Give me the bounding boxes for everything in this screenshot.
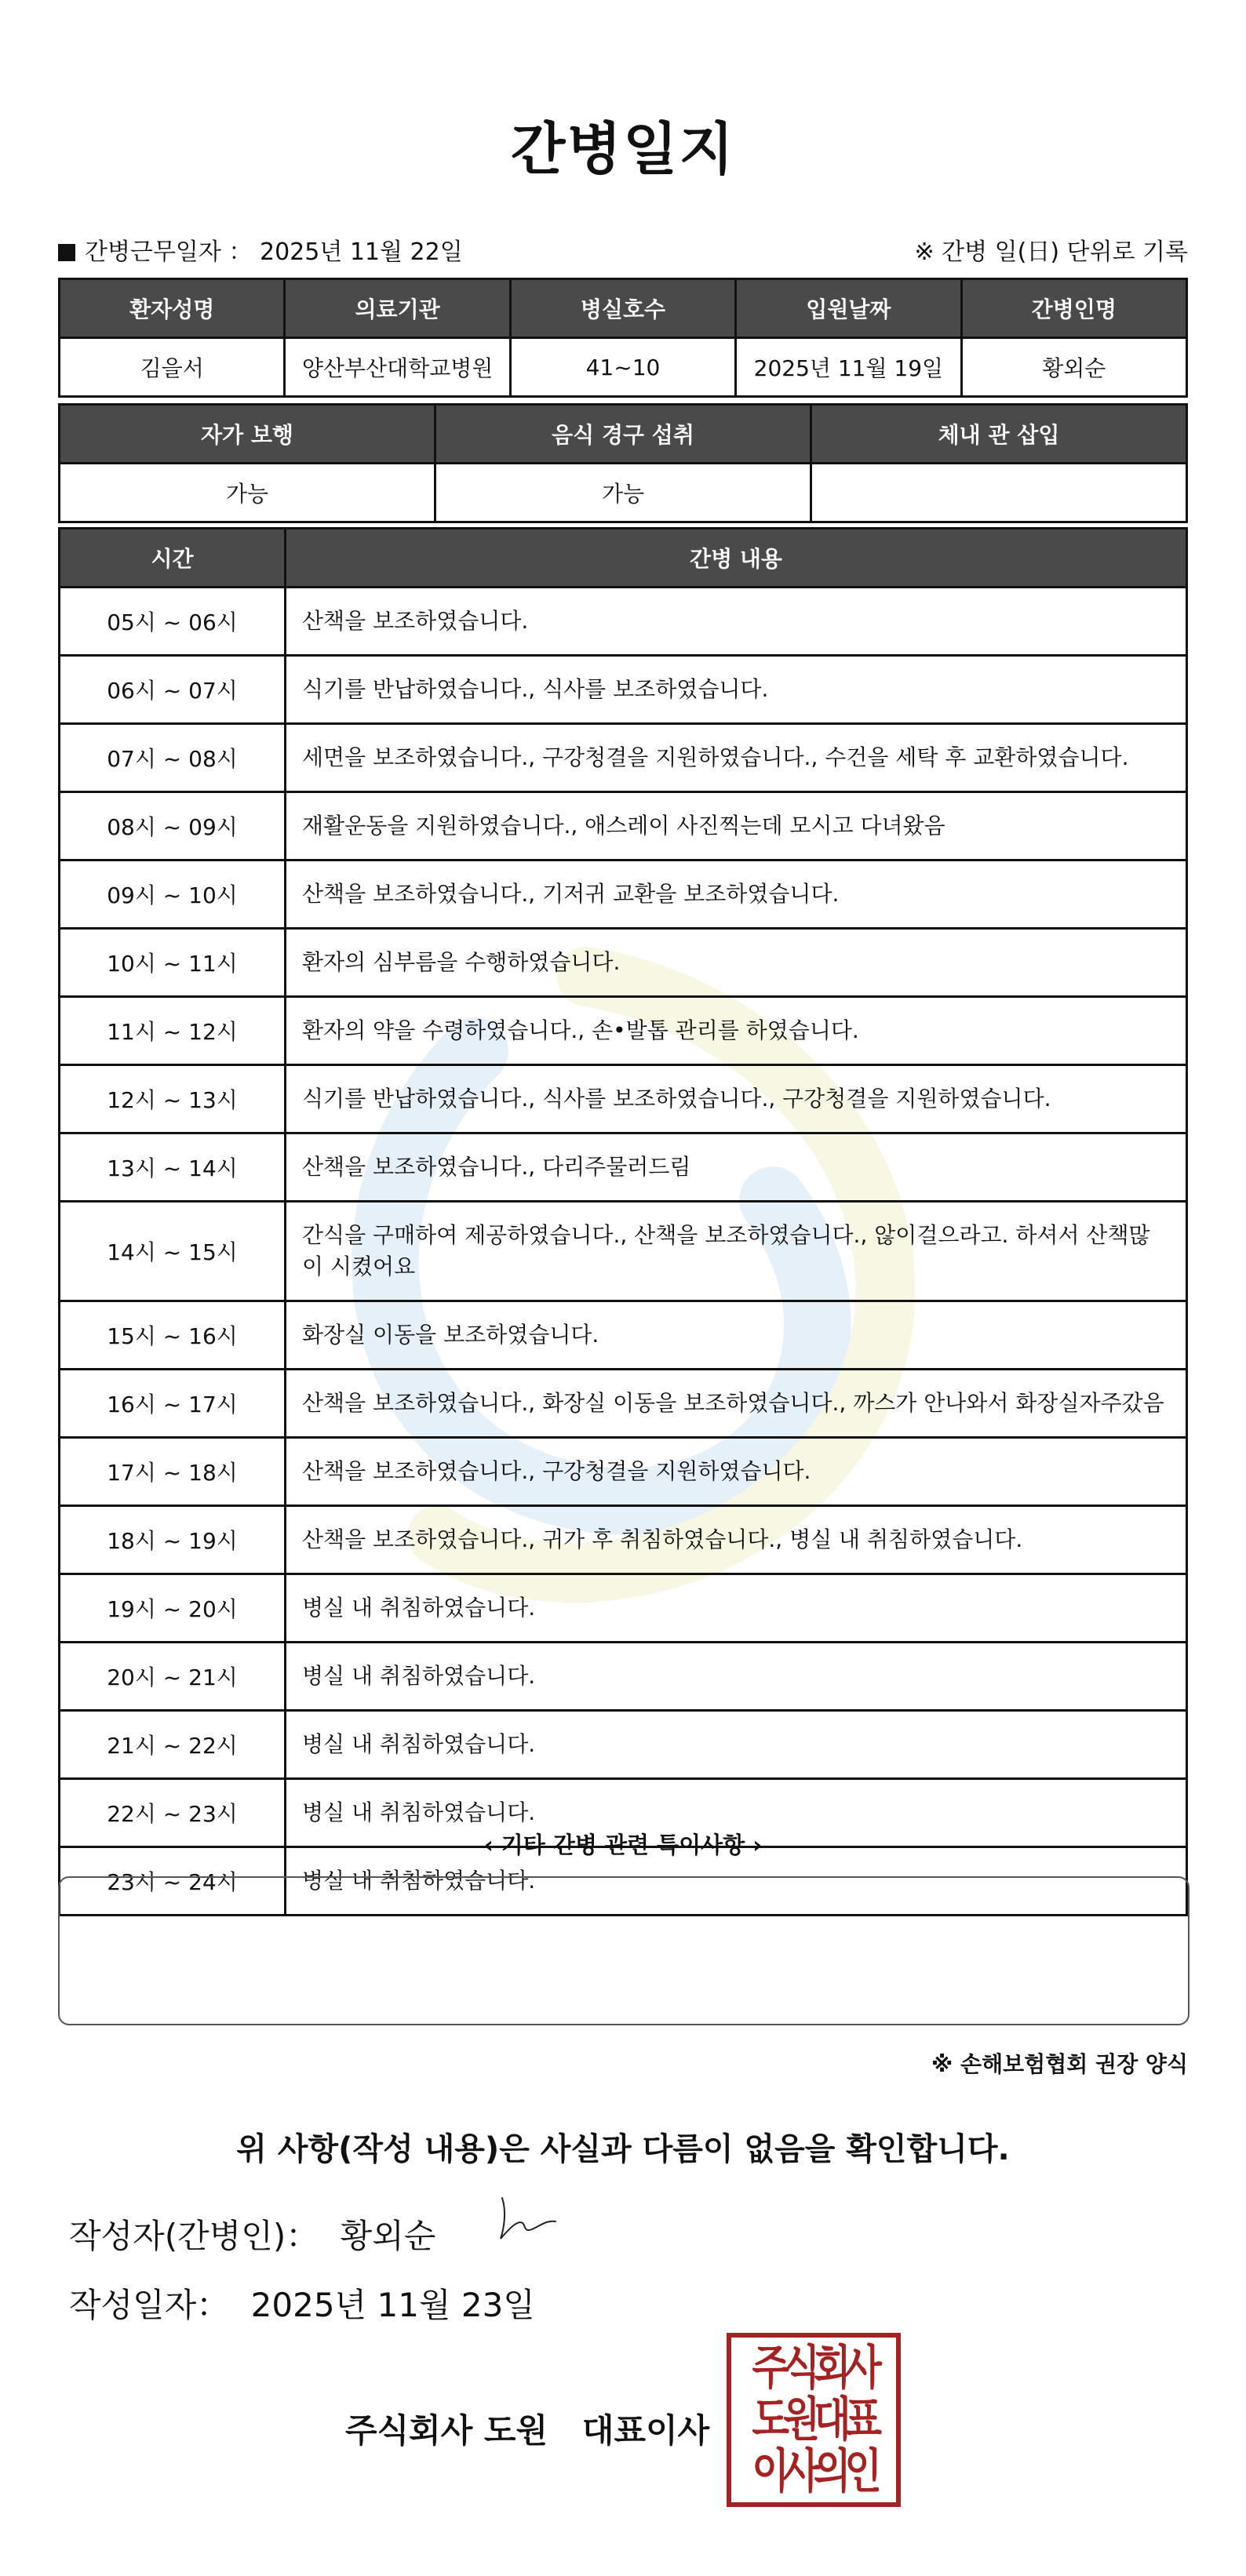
log-time: 12시 ~ 13시 xyxy=(60,1065,286,1133)
log-time: 06시 ~ 07시 xyxy=(60,656,286,724)
work-date-label: 간병근무일자 xyxy=(85,238,221,266)
written-date-value: 2025년 11월 23일 xyxy=(250,2286,535,2324)
table-row xyxy=(60,1202,1187,1301)
log-content: 산책을 보조하였습니다., 귀가 후 취침하였습니다., 병실 내 취침하였습니다. xyxy=(286,1506,1187,1574)
patient-info-table xyxy=(58,278,1188,398)
log-content: 산책을 보조하였습니다. xyxy=(286,588,1187,656)
log-time: 22시 ~ 23시 xyxy=(60,1779,286,1847)
log-time: 20시 ~ 21시 xyxy=(60,1643,286,1711)
header-patient-name: 환자성명 xyxy=(60,279,285,338)
table-row xyxy=(60,1065,1187,1133)
header-oral-intake: 음식 경구 섭취 xyxy=(435,405,811,464)
log-content: 식기를 반납하였습니다., 식사를 보조하였습니다., 구강청결을 지원하였습니다. xyxy=(286,1065,1187,1133)
abilities-table xyxy=(58,403,1188,523)
log-content: 산책을 보조하였습니다., 화장실 이동을 보조하였습니다., 까스가 안나와서 화장실자주갔음 xyxy=(286,1370,1187,1438)
log-time: 05시 ~ 06시 xyxy=(60,588,286,656)
log-time: 21시 ~ 22시 xyxy=(60,1711,286,1779)
table-row xyxy=(60,792,1187,860)
log-content: 간식을 구매하여 제공하였습니다., 산책을 보조하였습니다., 않이걸으라고. 하셔서 산책많이 시켰어요 xyxy=(286,1202,1187,1301)
written-date-label: 작성일자 xyxy=(69,2286,197,2324)
log-content: 환자의 약을 수령하였습니다., 손•발톱 관리를 하였습니다. xyxy=(286,997,1187,1065)
self-walking-value: 가능 xyxy=(60,464,435,522)
log-time: 17시 ~ 18시 xyxy=(60,1438,286,1506)
table-row xyxy=(60,860,1187,929)
log-time: 13시 ~ 14시 xyxy=(60,1133,286,1202)
handwritten-signature xyxy=(491,2189,562,2251)
log-content: 산책을 보조하였습니다., 기저귀 교환을 보조하였습니다. xyxy=(286,860,1187,929)
log-time: 18시 ~ 19시 xyxy=(60,1506,286,1574)
record-unit-note: ※ 간병 일(日) 단위로 기록 xyxy=(914,238,1188,266)
page-title: 간병일지 xyxy=(510,116,736,182)
header-time: 시간 xyxy=(60,529,286,588)
admission-date: 2025년 11월 19일 xyxy=(736,338,961,397)
caregiver-name: 황외순 xyxy=(961,338,1186,397)
log-content: 병실 내 취침하였습니다. xyxy=(286,1643,1187,1711)
notes-title: ‹ 기타 간병 관련 특이사항 › xyxy=(483,1832,763,1858)
header-room: 병실호수 xyxy=(510,279,735,338)
log-content: 화장실 이동을 보조하였습니다. xyxy=(286,1301,1187,1370)
company-seal-stamp xyxy=(727,2333,901,2507)
care-log-table xyxy=(58,527,1188,1916)
oral-intake-value: 가능 xyxy=(435,464,811,522)
table-row xyxy=(60,1301,1187,1370)
written-date-line xyxy=(69,2279,535,2327)
table-row xyxy=(60,1574,1187,1643)
log-content: 세면을 보조하였습니다., 구강청결을 지원하였습니다., 수건을 세탁 후 교환하였습니다. xyxy=(286,724,1187,792)
seal-line: 주식회사 xyxy=(752,2341,876,2396)
table-row xyxy=(60,1133,1187,1202)
header-admission-date: 입원날짜 xyxy=(736,279,961,338)
table-row xyxy=(60,1711,1187,1779)
log-content: 병실 내 취침하였습니다. xyxy=(286,1779,1187,1847)
log-time: 08시 ~ 09시 xyxy=(60,792,286,860)
header-hospital: 의료기관 xyxy=(285,279,510,338)
work-date-sep: ： xyxy=(228,238,253,266)
writer-label: 작성자(간병인) xyxy=(69,2217,286,2255)
table-row xyxy=(60,588,1187,656)
log-time: 10시 ~ 11시 xyxy=(60,929,286,997)
log-content: 병실 내 취침하였습니다. xyxy=(286,1574,1187,1643)
confirmation-statement: 위 사항(작성 내용)은 사실과 다름이 없음을 확인합니다. xyxy=(236,2131,1010,2167)
table-row xyxy=(60,997,1187,1065)
log-time: 23시 ~ 24시 xyxy=(60,1847,286,1916)
log-content: 병실 내 취침하였습니다. xyxy=(286,1847,1187,1916)
work-date xyxy=(58,232,463,267)
work-date-value: 2025년 11월 22일 xyxy=(259,238,463,266)
log-content: 산책을 보조하였습니다., 다리주물러드림 xyxy=(286,1133,1187,1202)
care-log-body xyxy=(60,588,1187,1916)
log-time: 07시 ~ 08시 xyxy=(60,724,286,792)
written-date-sep: ： xyxy=(196,2286,230,2324)
writer-line xyxy=(69,2210,435,2258)
table-row xyxy=(60,929,1187,997)
table-row xyxy=(60,1643,1187,1711)
hospital-name: 양산부산대학교병원 xyxy=(285,338,510,397)
log-time: 09시 ~ 10시 xyxy=(60,860,286,929)
log-content: 산책을 보조하였습니다., 구강청결을 지원하였습니다. xyxy=(286,1438,1187,1506)
recommendation-note: ※ 손해보험협회 권장 양식 xyxy=(931,2051,1188,2077)
log-time: 16시 ~ 17시 xyxy=(60,1370,286,1438)
table-row xyxy=(60,1506,1187,1574)
table-row xyxy=(60,1438,1187,1506)
room-number: 41~10 xyxy=(510,338,735,397)
company-representative: 주식회사 도원 대표이사 xyxy=(345,2411,710,2450)
writer-name: 황외순 xyxy=(340,2217,436,2255)
tube-insertion-value xyxy=(811,464,1187,522)
log-time: 14시 ~ 15시 xyxy=(60,1202,286,1301)
table-row xyxy=(60,1370,1187,1438)
table-row xyxy=(60,656,1187,724)
seal-line: 이사의인 xyxy=(752,2444,876,2499)
table-row xyxy=(60,724,1187,792)
square-bullet-icon xyxy=(58,244,75,261)
special-notes-box xyxy=(58,1876,1190,2025)
header-caregiver-name: 간병인명 xyxy=(961,279,1186,338)
seal-line: 도원대표 xyxy=(752,2392,876,2447)
header-care-content: 간병 내용 xyxy=(286,529,1187,588)
log-time: 15시 ~ 16시 xyxy=(60,1301,286,1370)
log-content: 환자의 심부름을 수행하였습니다. xyxy=(286,929,1187,997)
header-tube-insertion: 체내 관 삽입 xyxy=(811,405,1187,464)
log-time: 19시 ~ 20시 xyxy=(60,1574,286,1643)
patient-name: 김을서 xyxy=(60,338,285,397)
log-content: 식기를 반납하였습니다., 식사를 보조하였습니다. xyxy=(286,656,1187,724)
log-content: 재활운동을 지원하였습니다., 애스레이 사진찍는데 모시고 다녀왔음 xyxy=(286,792,1187,860)
header-self-walking: 자가 보행 xyxy=(60,405,435,464)
log-content: 병실 내 취침하였습니다. xyxy=(286,1711,1187,1779)
log-time: 11시 ~ 12시 xyxy=(60,997,286,1065)
writer-sep: ： xyxy=(286,2217,319,2255)
